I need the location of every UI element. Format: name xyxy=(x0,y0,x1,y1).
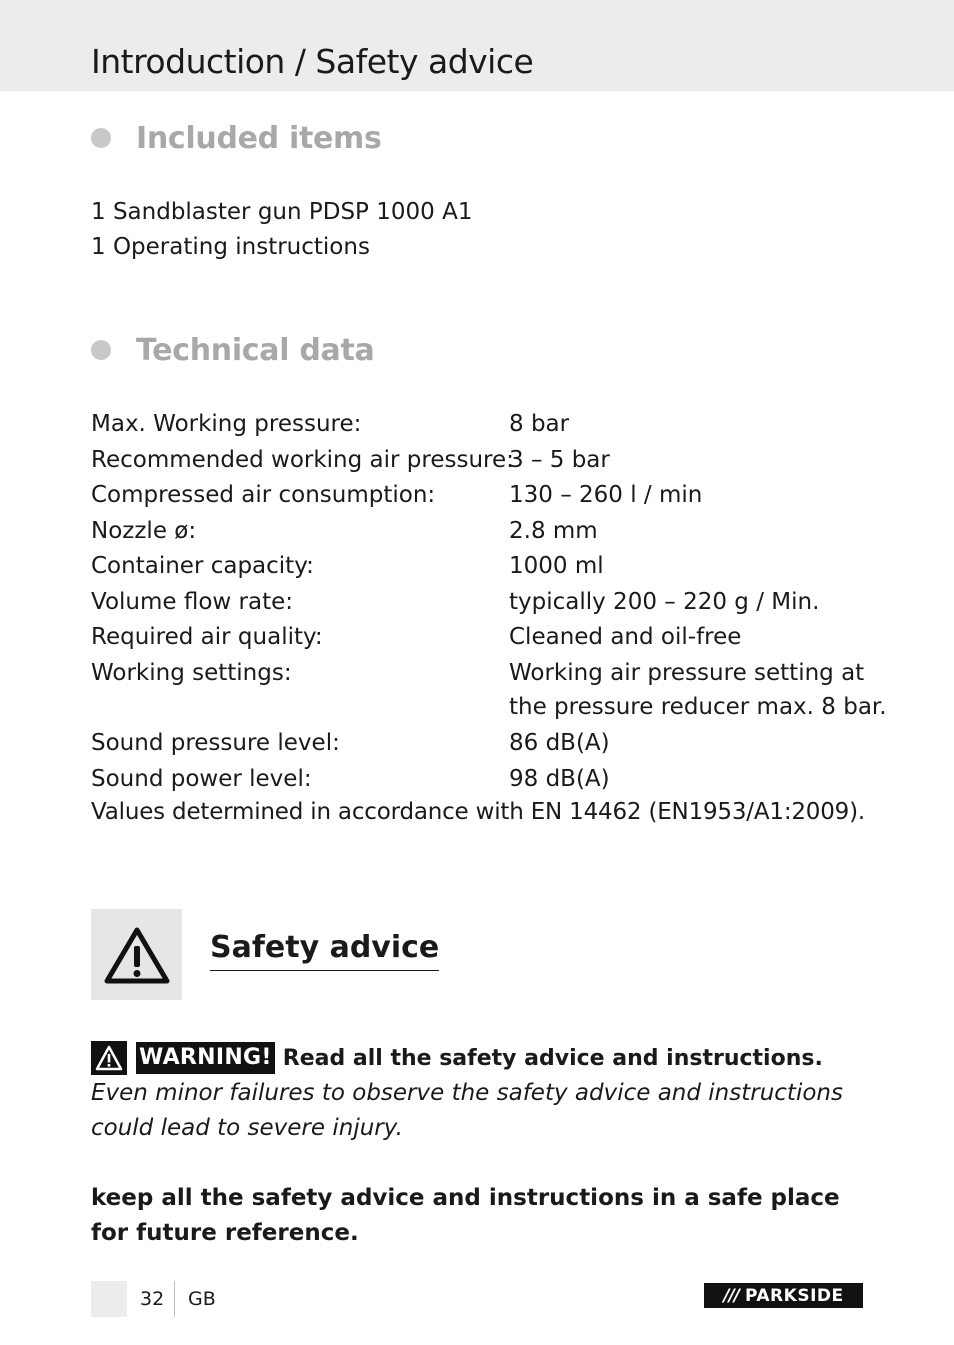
spec-label: Nozzle ø: xyxy=(91,517,197,544)
page-number: 32 xyxy=(140,1288,165,1310)
bullet-icon xyxy=(91,128,111,148)
spec-value: 8 bar xyxy=(509,411,570,437)
spec-row xyxy=(91,585,891,621)
technical-data-heading xyxy=(91,330,374,370)
spec-row xyxy=(91,514,891,550)
spec-value: 1000 ml xyxy=(509,553,604,579)
spec-row xyxy=(91,443,891,479)
parkside-logo xyxy=(704,1283,863,1308)
warning-triangle-icon xyxy=(103,925,171,985)
spec-label: Sound pressure level: xyxy=(91,730,340,756)
included-item: 1 Sandblaster gun PDSP 1000 A1 xyxy=(91,199,473,225)
spec-note: Values determined in accordance with EN 14462 (EN1953/A1:2009). xyxy=(91,799,865,825)
technical-data-table xyxy=(91,407,891,797)
warning-line xyxy=(91,1040,823,1076)
spec-label: Working settings: xyxy=(91,659,292,686)
spec-row xyxy=(91,478,891,514)
spec-label: Volume flow rate: xyxy=(91,588,294,615)
brand-name: PARKSIDE xyxy=(745,1285,844,1306)
spec-value: Cleaned and oil-free xyxy=(509,624,742,650)
page-title: Introduction / Safety advice xyxy=(91,42,534,81)
spec-value: 98 dB(A) xyxy=(509,765,610,792)
spec-row xyxy=(91,656,891,727)
warning-badge: WARNING! xyxy=(136,1042,275,1074)
warning-text: Even minor failures to observe the safety advice and instructions could lead to severe injury. xyxy=(91,1080,843,1141)
spec-label: Container capacity: xyxy=(91,553,314,579)
bullet-icon xyxy=(91,340,111,360)
spec-value: 2.8 mm xyxy=(509,517,598,544)
footer-box xyxy=(91,1281,127,1317)
spec-label: Required air quality: xyxy=(91,624,323,650)
spec-label: Compressed air consumption: xyxy=(91,482,436,508)
spec-label: Sound power level: xyxy=(91,765,312,792)
spec-value: Working air pressure setting at the pressure reducer max. 8 bar. xyxy=(509,659,887,720)
technical-data-heading-text: Technical data xyxy=(136,332,375,368)
spec-row xyxy=(91,549,891,585)
language-code: GB xyxy=(188,1288,216,1310)
brand-slashes: /// xyxy=(723,1285,739,1306)
spec-row xyxy=(91,762,891,798)
safety-advice-heading: Safety advice xyxy=(210,928,439,971)
warning-headline: Read all the safety advice and instructions. xyxy=(282,1045,823,1071)
spec-label: Max. Working pressure: xyxy=(91,411,362,437)
included-items-heading-text: Included items xyxy=(136,120,382,156)
spec-row xyxy=(91,620,891,656)
footer-divider xyxy=(174,1281,175,1317)
spec-value: typically 200 – 220 g / Min. xyxy=(509,588,820,615)
spec-value: 130 – 260 l / min xyxy=(509,482,703,508)
spec-row xyxy=(91,726,891,762)
included-items-heading xyxy=(91,118,382,158)
spec-label: Recommended working air pressure: xyxy=(91,446,514,473)
safety-icon-box xyxy=(91,909,182,1000)
included-item: 1 Operating instructions xyxy=(91,234,370,260)
warning-triangle-icon xyxy=(91,1041,127,1075)
spec-value: 86 dB(A) xyxy=(509,730,610,756)
spec-value: 3 – 5 bar xyxy=(509,446,610,473)
keep-instructions-text: keep all the safety advice and instructions in a safe place for future reference. xyxy=(91,1185,840,1246)
spec-row xyxy=(91,407,891,443)
